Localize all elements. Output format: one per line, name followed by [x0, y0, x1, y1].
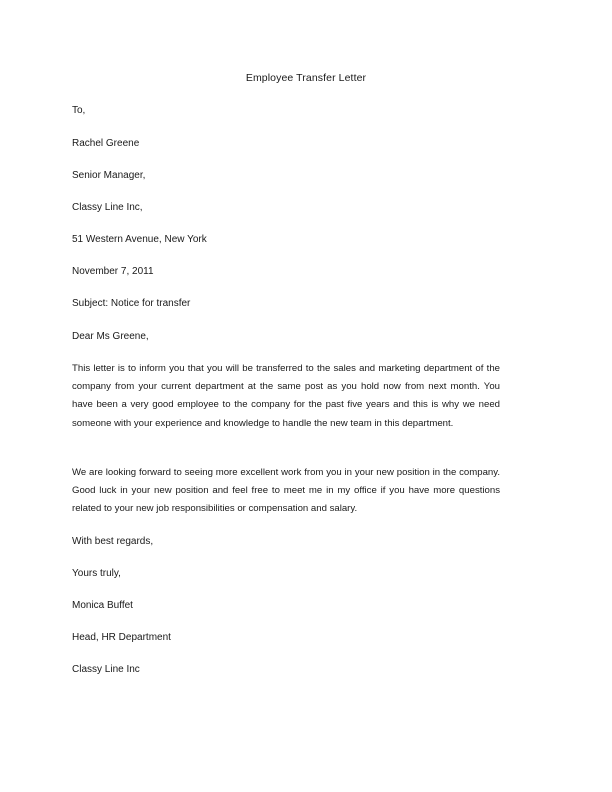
sign-off: Yours truly,	[72, 568, 121, 579]
letter-greeting: Dear Ms Greene,	[72, 331, 149, 342]
closing-line: With best regards,	[72, 536, 154, 547]
sender-company: Classy Line Inc	[72, 664, 140, 675]
sender-name: Monica Buffet	[72, 600, 133, 611]
recipient-address: 51 Western Avenue, New York	[72, 234, 207, 245]
letter-subject: Subject: Notice for transfer	[72, 298, 191, 309]
letter-title: Employee Transfer Letter	[245, 72, 367, 84]
sender-position: Head, HR Department	[72, 632, 171, 643]
body-paragraph-1: This letter is to inform you that you will be transferred to the sales and marketing department of the company from your current department at the same post as you hold now from next month. You have been a very good employee to the company for the past five years and this is why we need someone with your experience and knowledge to handle the new team in this department.	[72, 363, 500, 429]
recipient-position: Senior Manager,	[72, 170, 146, 181]
recipient-company: Classy Line Inc,	[72, 202, 143, 213]
letter-date: November 7, 2011	[72, 266, 154, 277]
recipient-name: Rachel Greene	[72, 138, 140, 149]
salutation-to: To,	[72, 105, 86, 116]
body-paragraph-2: We are looking forward to seeing more excellent work from you in your new position in the company. Good luck in your new position and feel free to meet me in my office if you have more questions related to your new job responsibilities or compensation and salary.	[72, 467, 500, 515]
